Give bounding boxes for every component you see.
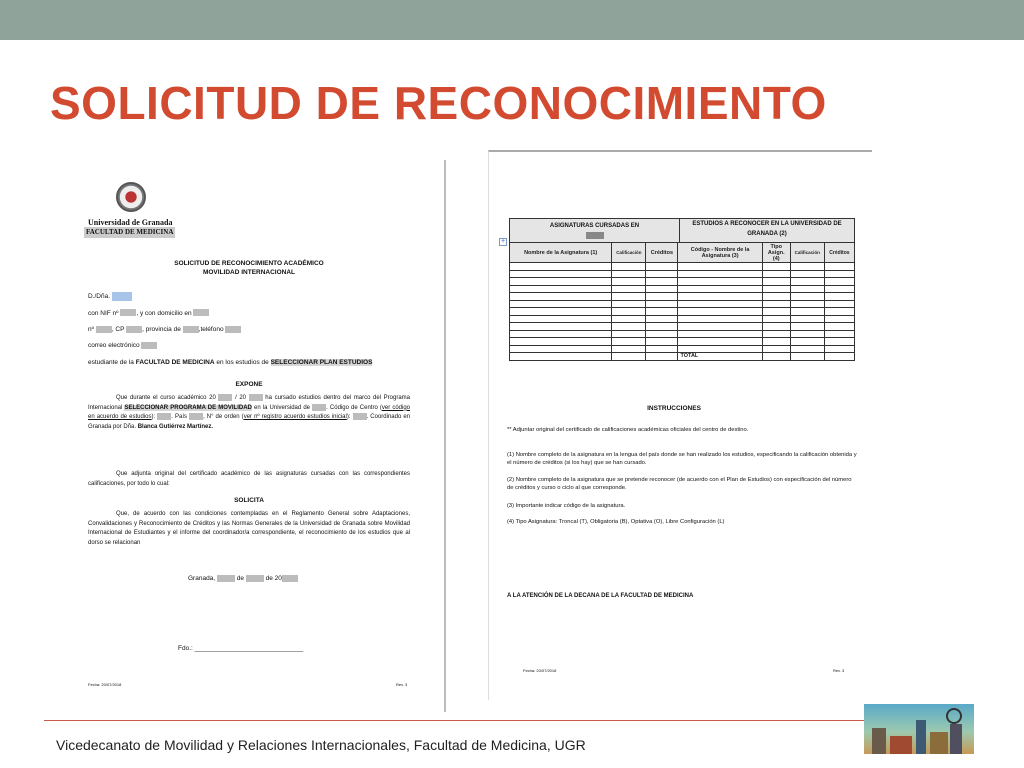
table-cell <box>646 278 678 286</box>
table-cell <box>790 293 824 301</box>
table-cell <box>678 315 762 323</box>
table-row <box>510 270 855 278</box>
col-header: Calificación <box>612 243 646 263</box>
table-cell <box>646 300 678 308</box>
expone-paragraph: Que durante el curso académico 20 / 20 ha cursado estudios dentro del marco del Programa Internacional SELECCIONAR PROGRAMA DE MOVILIDAD en la Universidad de . Código de Centro (ver código en acuerdo de estudios): . País , N° de orden (ver nº registro acuerdo estudios inicial): . Coordinado en Granada por Dña. Blanca Gutiérrez Martínez. <box>88 395 411 431</box>
table-cell <box>790 263 824 271</box>
instruction-note-4: (4) Tipo Asignatura: Troncal (T), Obligatoria (B), Optativa (O), Libre Configuración (L) <box>507 519 725 525</box>
table-cell <box>678 323 762 331</box>
footer-divider <box>44 720 964 721</box>
instruction-note-3: (3) Importante indicar código de la asignatura. <box>507 503 626 509</box>
table-cell <box>762 285 790 293</box>
table-row <box>510 300 855 308</box>
table-cell <box>824 263 854 271</box>
instruction-note-0: ** Adjuntar original del certificado de calificaciones académicas oficiales del centro de destino. <box>507 427 749 433</box>
col-header: Créditos <box>824 243 854 263</box>
table-cell <box>510 263 612 271</box>
table-cell <box>762 278 790 286</box>
table-cell <box>646 270 678 278</box>
table-cell <box>824 300 854 308</box>
table-cell <box>790 308 824 316</box>
table-cell <box>612 270 646 278</box>
table-cell <box>510 285 612 293</box>
table-cell <box>790 353 824 361</box>
col-header: Créditos <box>646 243 678 263</box>
table-cell <box>762 353 790 361</box>
table-cell <box>678 338 762 346</box>
table-cell <box>612 323 646 331</box>
table-cell <box>612 278 646 286</box>
table-cell <box>510 345 612 353</box>
university-name: Universidad de Granada <box>88 218 173 227</box>
city-landmarks-image <box>864 704 974 754</box>
table-cell <box>678 278 762 286</box>
table-cell <box>678 270 762 278</box>
table-cell <box>824 285 854 293</box>
expone-heading: EXPONE <box>235 381 263 388</box>
table-row <box>510 330 855 338</box>
table-cell <box>824 338 854 346</box>
table-cell <box>612 308 646 316</box>
date-line: Granada, de de 20 <box>188 574 298 584</box>
table-cell <box>612 330 646 338</box>
table-cell <box>824 330 854 338</box>
doc-heading-2: MOVILIDAD INTERNACIONAL <box>202 269 296 276</box>
table-cell <box>678 300 762 308</box>
doc-footer-rev: Rev. 3 <box>833 668 845 673</box>
doc-heading-1: SOLICITUD DE RECONOCIMIENTO ACADÉMICO <box>174 260 324 267</box>
solicita-paragraph: Que, de acuerdo con las condiciones contempladas en el Reglamento General sobre Adaptaciones, Convalidaciones y Reconocimiento de Créditos y las Normas Generales de la Universidad de Granada sobre Movilidad Internacional de Estudiantes y el informe del coordinador/a correspondiente, el reconocimiento de los estudios que al dorso se relacionan <box>88 511 410 546</box>
table-cell <box>762 308 790 316</box>
table-row <box>510 263 855 271</box>
table-cell <box>612 300 646 308</box>
instruction-note-2: (2) Nombre completo de la asignatura que se pretende reconocer (de acuerdo con el Plan de Estudios) con especificación del número de créditos y curso o ciclo al que corresponde. <box>507 477 852 492</box>
slide-title: SOLICITUD DE RECONOCIMIENTO <box>50 77 827 129</box>
instruction-note-1: (1) Nombre completo de la asignatura en la lengua del país donde se han realizado los estudios, especificando la calificación obtenida y el número de créditos (si los hay) que se han cursado. <box>507 452 857 467</box>
table-cell <box>762 323 790 331</box>
table-cell <box>646 315 678 323</box>
table-cell <box>646 353 678 361</box>
table-cell <box>510 353 612 361</box>
document-page-front <box>72 160 446 712</box>
table-cell <box>824 315 854 323</box>
doc-footer-rev: Rev. 3 <box>396 682 408 687</box>
table-cell <box>762 300 790 308</box>
header-studied-abroad: ASIGNATURAS CURSADAS EN <box>549 223 640 229</box>
table-cell <box>824 345 854 353</box>
table-cell <box>678 308 762 316</box>
table-cell <box>762 263 790 271</box>
table-cell <box>510 293 612 301</box>
table-cell <box>824 293 854 301</box>
table-cell <box>790 270 824 278</box>
header-recognize-ugr: ESTUDIOS A RECONOCER EN LA UNIVERSIDAD DE GRANADA (2) <box>692 221 842 237</box>
table-row <box>510 323 855 331</box>
table-cell <box>510 315 612 323</box>
solicita-heading: SOLICITA <box>234 497 264 504</box>
table-cell <box>612 293 646 301</box>
table-cell <box>790 278 824 286</box>
instructions-heading: INSTRUCCIONES <box>647 405 701 412</box>
table-cell <box>790 323 824 331</box>
table-cell <box>612 315 646 323</box>
signature-line: Fdo.: ______________________________ <box>178 645 304 652</box>
table-row <box>510 345 855 353</box>
table-cell <box>824 278 854 286</box>
table-cell <box>612 353 646 361</box>
table-cell <box>762 270 790 278</box>
table-cell <box>678 330 762 338</box>
table-cell <box>762 338 790 346</box>
table-cell <box>646 338 678 346</box>
table-cell <box>510 330 612 338</box>
attention-line: A LA ATENCIÓN DE LA DECANA DE LA FACULTAD DE MEDICINA <box>507 593 694 599</box>
table-cell <box>790 285 824 293</box>
table-row <box>510 293 855 301</box>
table-cell <box>762 330 790 338</box>
col-header: Tipo Asign. (4) <box>762 243 790 263</box>
doc-footer-date: Fecha: 20/07/2018 <box>88 682 122 687</box>
top-bar <box>0 0 1024 40</box>
table-row <box>510 338 855 346</box>
table-cell <box>824 270 854 278</box>
table-cell <box>678 293 762 301</box>
table-cell <box>510 308 612 316</box>
table-cell <box>646 285 678 293</box>
col-header: Calificación <box>790 243 824 263</box>
table-cell <box>612 345 646 353</box>
subjects-table <box>509 242 855 361</box>
table-cell <box>790 345 824 353</box>
table-cell <box>678 263 762 271</box>
table-cell <box>762 345 790 353</box>
table-move-handle-icon: + <box>500 238 506 245</box>
table-row <box>510 315 855 323</box>
table-cell <box>510 338 612 346</box>
table-cell <box>646 330 678 338</box>
table-cell <box>824 323 854 331</box>
table-cell <box>790 338 824 346</box>
document-page-back <box>488 150 872 700</box>
university-seal-icon <box>116 182 146 212</box>
table-cell <box>790 315 824 323</box>
table-cell <box>824 308 854 316</box>
total-row <box>510 353 855 361</box>
table-cell <box>612 263 646 271</box>
table-cell <box>762 315 790 323</box>
table-cell <box>510 270 612 278</box>
table-cell <box>510 300 612 308</box>
col-header: Nombre de la Asignatura (1) <box>510 243 612 263</box>
total-label: TOTAL <box>678 353 762 361</box>
table-cell <box>824 353 854 361</box>
table-cell <box>646 263 678 271</box>
applicant-fields: D./Dña. con NIF nº , y con domicilio en nº , CP , provincia de ,teléfono correo electrónico estudiante de la FACULTAD DE MEDICINA en los estudios de SELECCIONAR PLAN ESTUDIOS <box>88 293 373 366</box>
table-cell <box>510 323 612 331</box>
table-cell <box>510 278 612 286</box>
table-cell <box>612 285 646 293</box>
table-cell <box>678 345 762 353</box>
adjunta-paragraph: Que adjunta original del certificado académico de las asignaturas cursadas con las correspondientes calificaciones, por todo lo cual: <box>88 471 410 487</box>
table-row <box>510 285 855 293</box>
doc-footer-date: Fecha: 20/07/2018 <box>523 668 557 673</box>
table-row <box>510 278 855 286</box>
table-cell <box>790 330 824 338</box>
table-cell <box>646 293 678 301</box>
table-cell <box>612 338 646 346</box>
table-cell <box>678 285 762 293</box>
table-header-row <box>510 243 855 263</box>
footer-text: Vicedecanato de Movilidad y Relaciones Internacionales, Facultad de Medicina, UGR <box>56 737 586 753</box>
col-header: Código - Nombre de la Asignatura (3) <box>678 243 762 263</box>
table-cell <box>646 345 678 353</box>
faculty-name: FACULTAD DE MEDICINA <box>84 227 175 238</box>
table-row <box>510 308 855 316</box>
table-cell <box>646 323 678 331</box>
table-cell <box>790 300 824 308</box>
table-cell <box>646 308 678 316</box>
table-cell <box>762 293 790 301</box>
